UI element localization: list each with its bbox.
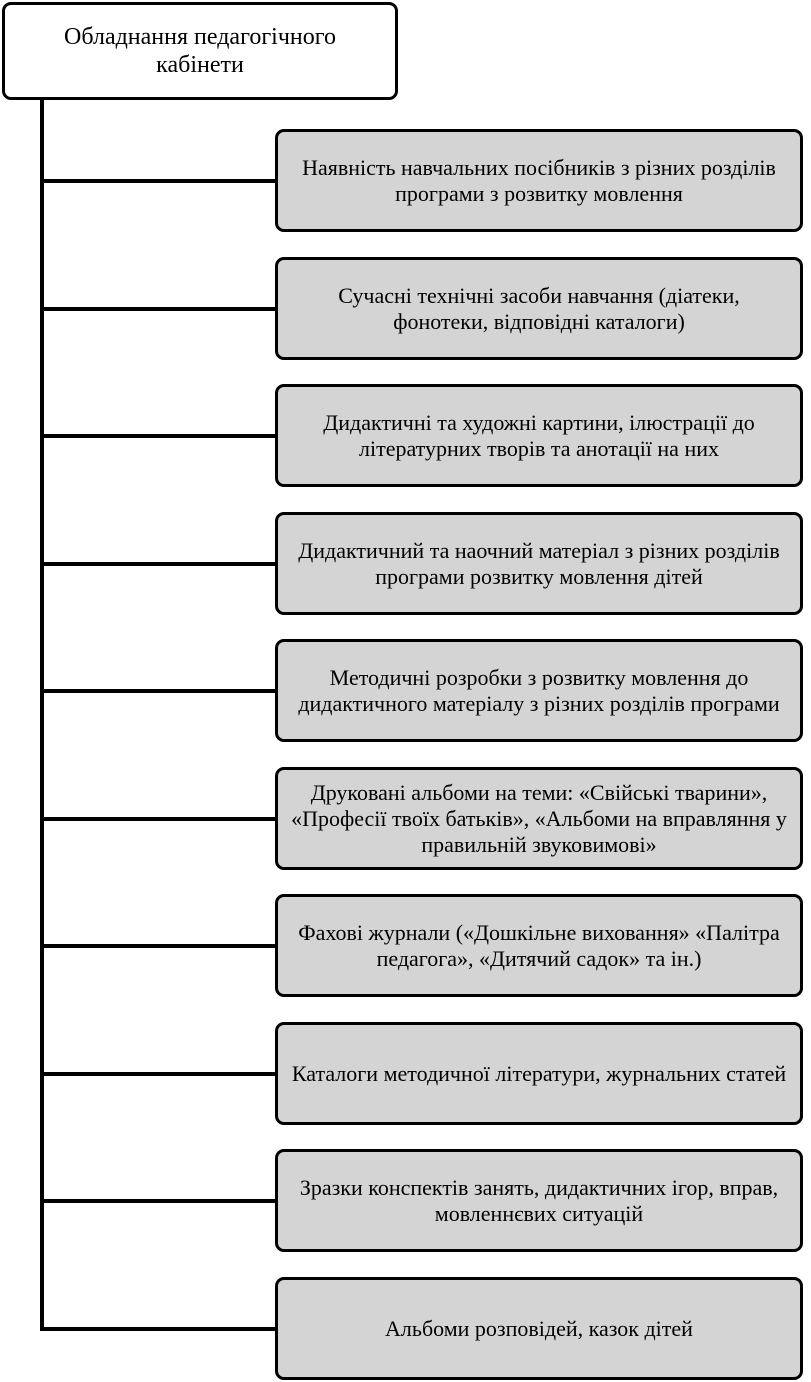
- child-node-label: Дидактичні та художні картини, ілюстрації до літературних творів та анотації на них: [323, 409, 755, 461]
- root-node: [2, 2, 398, 100]
- child-node: [275, 257, 803, 360]
- child-node: [275, 1149, 803, 1252]
- child-node: [275, 1277, 803, 1380]
- connector-trunk: [40, 100, 44, 1331]
- child-node-label: Альбоми розповідей, казок дітей: [385, 1315, 693, 1341]
- child-node: [275, 894, 803, 997]
- connector-branch: [40, 1072, 277, 1076]
- connector-branch: [40, 817, 277, 821]
- connector-branch: [40, 434, 277, 438]
- child-node: [275, 129, 803, 232]
- child-node-label: Друковані альбоми на теми: «Свійські тварини», «Професії твоїх батьків», «Альбоми на вправляння у правильній звуковимові»: [291, 779, 787, 857]
- connector-branch: [40, 307, 277, 311]
- connector-branch: [40, 1199, 277, 1203]
- connector-branch: [40, 179, 277, 183]
- child-node-label: Каталоги методичної літератури, журнальних статей: [291, 1060, 787, 1086]
- child-node-label: Методичні розробки з розвитку мовлення до дидактичного матеріалу з різних розділів програми: [298, 664, 780, 716]
- child-node: [275, 1022, 803, 1125]
- root-node-title: Обладнання педагогічного кабінети: [64, 24, 336, 78]
- child-node-label: Зразки конспектів занять, дидактичних ігор, вправ, мовленнєвих ситуацій: [299, 1174, 779, 1226]
- child-node-label: Фахові журнали («Дошкільне виховання» «Палітра педагога», «Дитячий садок» та ін.): [298, 919, 780, 971]
- connector-branch: [40, 1327, 277, 1331]
- connector-branch: [40, 562, 277, 566]
- child-node: [275, 767, 803, 870]
- child-node: [275, 639, 803, 742]
- connector-branch: [40, 689, 277, 693]
- child-node-label: Дидактичний та наочний матеріал з різних розділів програми розвитку мовлення дітей: [298, 537, 780, 589]
- child-node-label: Сучасні технічні засоби навчання (діатеки, фонотеки, відповідні каталоги): [338, 282, 740, 334]
- child-node-label: Наявність навчальних посібників з різних розділів програми з розвитку мовлення: [302, 154, 776, 206]
- connector-branch: [40, 944, 277, 948]
- child-node: [275, 384, 803, 487]
- child-node: [275, 512, 803, 615]
